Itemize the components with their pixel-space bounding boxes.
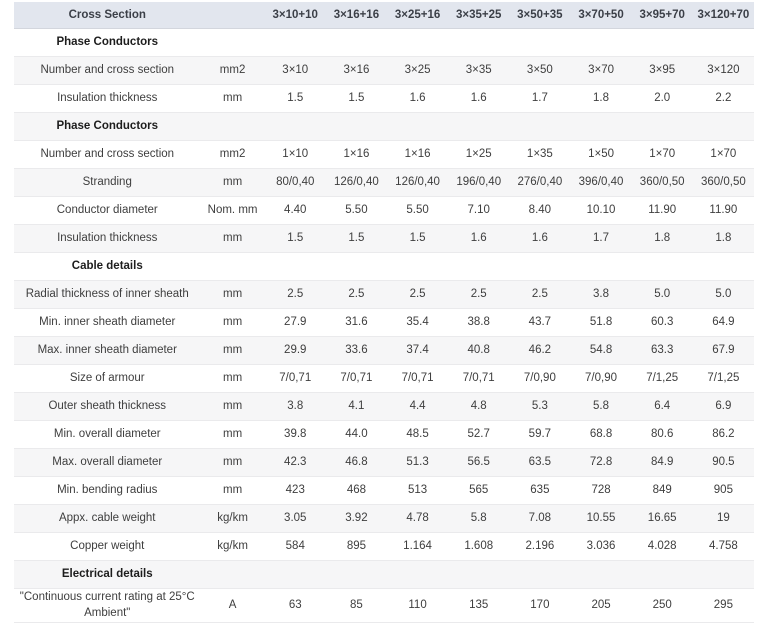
value-cell: 5.0 — [693, 281, 754, 309]
value-cell: 4.028 — [632, 533, 693, 561]
value-cell: 42.3 — [265, 449, 326, 477]
value-cell: 513 — [387, 477, 448, 505]
row-label: Min. bending radius — [14, 477, 201, 505]
value-cell: 2.0 — [632, 85, 693, 113]
value-cell: 1.6 — [448, 225, 509, 253]
value-cell: 3×95 — [632, 57, 693, 85]
value-cell: 7/1,25 — [632, 365, 693, 393]
value-cell: 3×70 — [570, 57, 631, 85]
data-row — [14, 505, 754, 533]
value-cell: 63 — [265, 589, 326, 623]
value-cell: 423 — [265, 477, 326, 505]
data-row — [14, 477, 754, 505]
value-cell: 7/0,71 — [265, 365, 326, 393]
value-cell: 1.7 — [570, 225, 631, 253]
value-cell: 7/0,90 — [570, 365, 631, 393]
value-cell: 895 — [326, 533, 387, 561]
value-cell: 6.4 — [632, 393, 693, 421]
value-cell: 205 — [570, 589, 631, 623]
value-cell: 1.6 — [448, 85, 509, 113]
value-cell: 2.5 — [265, 281, 326, 309]
value-cell: 3×35 — [448, 57, 509, 85]
value-cell: 3.036 — [570, 533, 631, 561]
value-cell: 10.55 — [570, 505, 631, 533]
section-row — [14, 113, 754, 141]
value-cell: 1.5 — [265, 85, 326, 113]
value-cell: 31.6 — [326, 309, 387, 337]
data-row — [14, 533, 754, 561]
unit-cell: mm — [201, 421, 265, 449]
unit-cell: mm — [201, 477, 265, 505]
value-cell: 905 — [693, 477, 754, 505]
value-cell: 2.5 — [448, 281, 509, 309]
value-cell: 40.8 — [448, 337, 509, 365]
section-title: Cable details — [14, 253, 201, 281]
value-cell: 4.4 — [387, 393, 448, 421]
value-cell: 63.5 — [509, 449, 570, 477]
value-cell: 468 — [326, 477, 387, 505]
unit-cell: mm2 — [201, 141, 265, 169]
value-cell: 170 — [509, 589, 570, 623]
value-cell: 584 — [265, 533, 326, 561]
cable-spec-table — [14, 2, 754, 623]
value-cell: 1.6 — [509, 225, 570, 253]
value-cell: 196/0,40 — [448, 169, 509, 197]
unit-cell: mm — [201, 85, 265, 113]
data-row — [14, 281, 754, 309]
value-cell: 276/0,40 — [509, 169, 570, 197]
value-cell: 85 — [326, 589, 387, 623]
value-cell: 2.5 — [509, 281, 570, 309]
value-cell: 2.5 — [387, 281, 448, 309]
value-cell: 44.0 — [326, 421, 387, 449]
value-cell: 360/0,50 — [632, 169, 693, 197]
value-cell: 1.164 — [387, 533, 448, 561]
value-cell: 38.8 — [448, 309, 509, 337]
value-cell: 1×70 — [632, 141, 693, 169]
column-header: 3×120+70 — [693, 2, 754, 29]
column-header: 3×10+10 — [265, 2, 326, 29]
value-cell: 48.5 — [387, 421, 448, 449]
column-header: 3×50+35 — [509, 2, 570, 29]
cross-section-header: Cross Section — [14, 2, 201, 29]
value-cell: 3.92 — [326, 505, 387, 533]
data-row — [14, 421, 754, 449]
value-cell: 64.9 — [693, 309, 754, 337]
value-cell: 5.50 — [326, 197, 387, 225]
value-cell: 5.50 — [387, 197, 448, 225]
row-label: Min. inner sheath diameter — [14, 309, 201, 337]
section-spacer — [201, 113, 755, 141]
column-header: 3×16+16 — [326, 2, 387, 29]
unit-cell: Nom. mm — [201, 197, 265, 225]
value-cell: 29.9 — [265, 337, 326, 365]
value-cell: 3.05 — [265, 505, 326, 533]
value-cell: 3×120 — [693, 57, 754, 85]
value-cell: 728 — [570, 477, 631, 505]
column-header: 3×95+70 — [632, 2, 693, 29]
section-title: Electrical details — [14, 561, 201, 589]
value-cell: 68.8 — [570, 421, 631, 449]
value-cell: 11.90 — [632, 197, 693, 225]
value-cell: 3.8 — [570, 281, 631, 309]
value-cell: 4.8 — [448, 393, 509, 421]
value-cell: 90.5 — [693, 449, 754, 477]
value-cell: 1.5 — [265, 225, 326, 253]
section-spacer — [201, 29, 755, 57]
value-cell: 110 — [387, 589, 448, 623]
value-cell: 8.40 — [509, 197, 570, 225]
row-label: Stranding — [14, 169, 201, 197]
value-cell: 396/0,40 — [570, 169, 631, 197]
value-cell: 27.9 — [265, 309, 326, 337]
column-header: 3×70+50 — [570, 2, 631, 29]
row-label: Insulation thickness — [14, 225, 201, 253]
value-cell: 86.2 — [693, 421, 754, 449]
value-cell: 33.6 — [326, 337, 387, 365]
value-cell: 84.9 — [632, 449, 693, 477]
value-cell: 6.9 — [693, 393, 754, 421]
value-cell: 37.4 — [387, 337, 448, 365]
unit-cell: mm2 — [201, 57, 265, 85]
value-cell: 7/0,71 — [387, 365, 448, 393]
value-cell: 1.5 — [326, 225, 387, 253]
value-cell: 565 — [448, 477, 509, 505]
row-label: "Continuous current rating at 25°C Ambient" — [14, 589, 201, 623]
value-cell: 5.0 — [632, 281, 693, 309]
value-cell: 7.10 — [448, 197, 509, 225]
value-cell: 1.8 — [632, 225, 693, 253]
row-label: Number and cross section — [14, 57, 201, 85]
column-header: 3×35+25 — [448, 2, 509, 29]
unit-cell: mm — [201, 449, 265, 477]
unit-cell: kg/km — [201, 533, 265, 561]
unit-column-header — [201, 2, 265, 29]
value-cell: 35.4 — [387, 309, 448, 337]
value-cell: 1×70 — [693, 141, 754, 169]
value-cell: 126/0,40 — [326, 169, 387, 197]
unit-cell: mm — [201, 337, 265, 365]
row-label: Size of armour — [14, 365, 201, 393]
value-cell: 7/0,90 — [509, 365, 570, 393]
value-cell: 135 — [448, 589, 509, 623]
value-cell: 19 — [693, 505, 754, 533]
value-cell: 7.08 — [509, 505, 570, 533]
row-label: Copper weight — [14, 533, 201, 561]
value-cell: 1×16 — [326, 141, 387, 169]
unit-cell: mm — [201, 169, 265, 197]
value-cell: 1×16 — [387, 141, 448, 169]
data-row — [14, 85, 754, 113]
value-cell: 3×10 — [265, 57, 326, 85]
value-cell: 1.7 — [509, 85, 570, 113]
value-cell: 295 — [693, 589, 754, 623]
data-row — [14, 197, 754, 225]
value-cell: 63.3 — [632, 337, 693, 365]
unit-cell: mm — [201, 309, 265, 337]
value-cell: 4.758 — [693, 533, 754, 561]
value-cell: 250 — [632, 589, 693, 623]
value-cell: 1×25 — [448, 141, 509, 169]
section-spacer — [201, 253, 755, 281]
value-cell: 5.3 — [509, 393, 570, 421]
data-row — [14, 225, 754, 253]
value-cell: 54.8 — [570, 337, 631, 365]
row-label: Max. overall diameter — [14, 449, 201, 477]
row-label: Insulation thickness — [14, 85, 201, 113]
data-row — [14, 337, 754, 365]
row-label: Appx. cable weight — [14, 505, 201, 533]
section-row — [14, 561, 754, 589]
value-cell: 1×50 — [570, 141, 631, 169]
row-label: Max. inner sheath diameter — [14, 337, 201, 365]
section-spacer — [201, 561, 755, 589]
value-cell: 7/0,71 — [448, 365, 509, 393]
value-cell: 7/0,71 — [326, 365, 387, 393]
value-cell: 56.5 — [448, 449, 509, 477]
value-cell: 1.8 — [693, 225, 754, 253]
value-cell: 2.196 — [509, 533, 570, 561]
data-row — [14, 57, 754, 85]
column-header: 3×25+16 — [387, 2, 448, 29]
value-cell: 4.1 — [326, 393, 387, 421]
unit-cell: mm — [201, 365, 265, 393]
value-cell: 43.7 — [509, 309, 570, 337]
value-cell: 16.65 — [632, 505, 693, 533]
row-label: Outer sheath thickness — [14, 393, 201, 421]
value-cell: 1.5 — [326, 85, 387, 113]
value-cell: 51.3 — [387, 449, 448, 477]
value-cell: 46.8 — [326, 449, 387, 477]
value-cell: 4.40 — [265, 197, 326, 225]
value-cell: 11.90 — [693, 197, 754, 225]
unit-cell: mm — [201, 225, 265, 253]
value-cell: 3.8 — [265, 393, 326, 421]
value-cell: 3×16 — [326, 57, 387, 85]
value-cell: 2.5 — [326, 281, 387, 309]
data-row — [14, 393, 754, 421]
value-cell: 1.608 — [448, 533, 509, 561]
value-cell: 51.8 — [570, 309, 631, 337]
value-cell: 360/0,50 — [693, 169, 754, 197]
value-cell: 849 — [632, 477, 693, 505]
value-cell: 46.2 — [509, 337, 570, 365]
data-row — [14, 365, 754, 393]
value-cell: 635 — [509, 477, 570, 505]
data-row — [14, 589, 754, 623]
data-row — [14, 449, 754, 477]
value-cell: 39.8 — [265, 421, 326, 449]
value-cell: 7/1,25 — [693, 365, 754, 393]
row-label: Radial thickness of inner sheath — [14, 281, 201, 309]
value-cell: 67.9 — [693, 337, 754, 365]
row-label: Min. overall diameter — [14, 421, 201, 449]
value-cell: 126/0,40 — [387, 169, 448, 197]
row-label: Number and cross section — [14, 141, 201, 169]
section-row — [14, 253, 754, 281]
value-cell: 52.7 — [448, 421, 509, 449]
value-cell: 4.78 — [387, 505, 448, 533]
table-header-row — [14, 2, 754, 29]
row-label: Conductor diameter — [14, 197, 201, 225]
value-cell: 1×35 — [509, 141, 570, 169]
section-title: Phase Conductors — [14, 113, 201, 141]
value-cell: 1.6 — [387, 85, 448, 113]
data-row — [14, 309, 754, 337]
value-cell: 2.2 — [693, 85, 754, 113]
data-row — [14, 141, 754, 169]
section-row — [14, 29, 754, 57]
value-cell: 80.6 — [632, 421, 693, 449]
value-cell: 59.7 — [509, 421, 570, 449]
value-cell: 3×50 — [509, 57, 570, 85]
value-cell: 72.8 — [570, 449, 631, 477]
value-cell: 60.3 — [632, 309, 693, 337]
unit-cell: kg/km — [201, 505, 265, 533]
value-cell: 3×25 — [387, 57, 448, 85]
value-cell: 1.8 — [570, 85, 631, 113]
value-cell: 5.8 — [570, 393, 631, 421]
value-cell: 80/0,40 — [265, 169, 326, 197]
value-cell: 1.5 — [387, 225, 448, 253]
section-title: Phase Conductors — [14, 29, 201, 57]
unit-cell: mm — [201, 281, 265, 309]
unit-cell: mm — [201, 393, 265, 421]
value-cell: 1×10 — [265, 141, 326, 169]
value-cell: 10.10 — [570, 197, 631, 225]
data-row — [14, 169, 754, 197]
value-cell: 5.8 — [448, 505, 509, 533]
unit-cell: A — [201, 589, 265, 623]
